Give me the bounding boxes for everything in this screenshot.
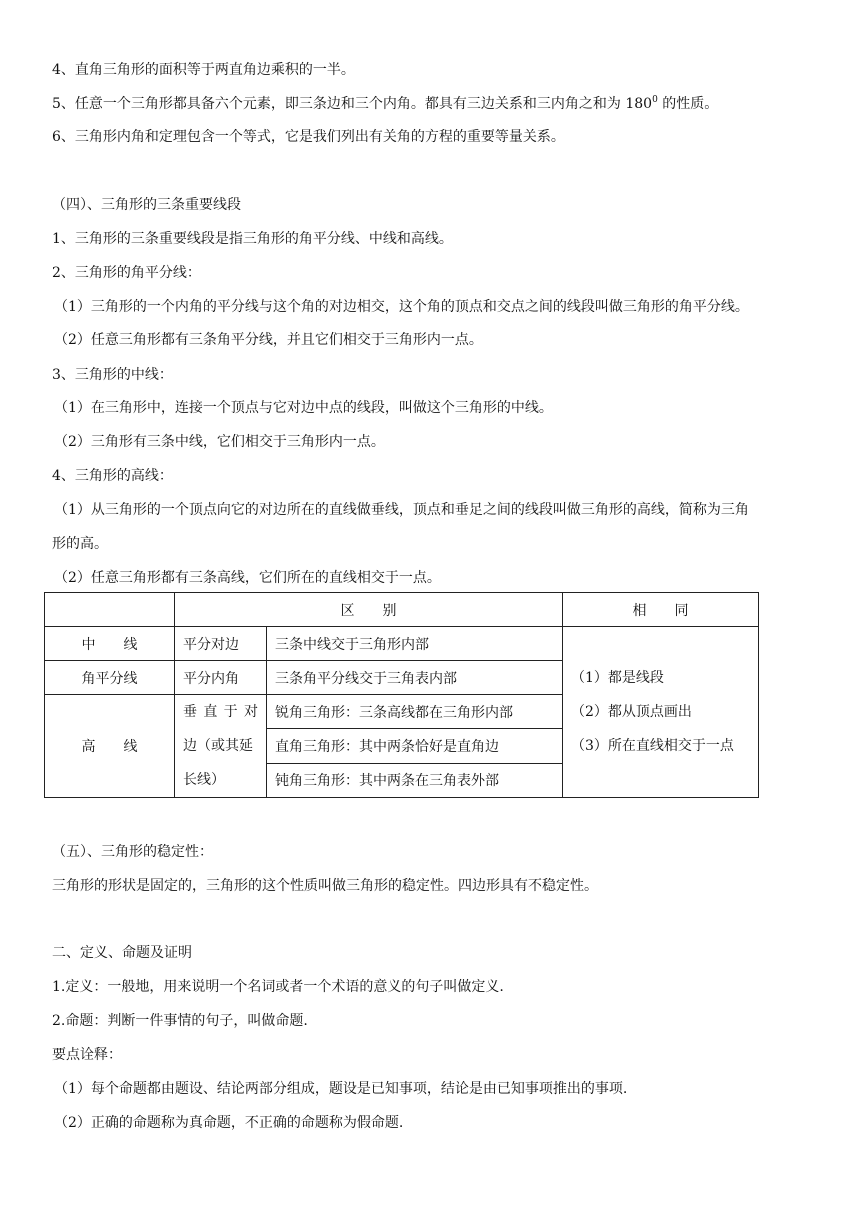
- definitions-heading: 二、定义、命题及证明: [52, 945, 192, 961]
- same-item-1: （1）都是线段: [571, 670, 664, 686]
- same-cell: [563, 627, 759, 798]
- table-corner-cell: [45, 593, 175, 627]
- section-five-heading: （五）、三角形的稳定性：: [52, 844, 213, 860]
- definitions-p3: 要点诠释：: [52, 1047, 122, 1063]
- paragraph-5-tail: 的性质。: [657, 96, 719, 112]
- section-four-p2: 2、三角形的角平分线：: [52, 265, 201, 281]
- row-height-acute: 锐角三角形：三条高线都在三角形内部: [267, 695, 563, 729]
- row-height-right: 直角三角形：其中两条恰好是直角边: [267, 729, 563, 763]
- section-four-p4-1b: 形的高。: [52, 536, 108, 552]
- row-median-name: 中 线: [45, 627, 175, 661]
- section-four-p4-1a: （1）从三角形的一个顶点向它的对边所在的直线做垂线，顶点和垂足之间的线段叫做三角形的高线，简称为三角: [54, 502, 749, 518]
- same-item-3: （3）所在直线相交于一点: [571, 738, 734, 754]
- section-four-heading: （四）、三角形的三条重要线段: [52, 197, 241, 213]
- section-four-p4-2: （2）任意三角形都有三条高线，它们所在的直线相交于一点。: [54, 570, 441, 586]
- definitions-p1: 1.定义：一般地，用来说明一个名词或者一个术语的意义的句子叫做定义.: [52, 979, 504, 995]
- table-header-same: 相 同: [563, 593, 759, 627]
- row-bisector-a: 平分内角: [175, 661, 267, 695]
- row-bisector-b: 三条角平分线交于三角表内部: [267, 661, 563, 695]
- row-median-b: 三条中线交于三角形内部: [267, 627, 563, 661]
- row-height-a-line3: 长线）: [183, 772, 225, 788]
- row-bisector-name: 角平分线: [45, 661, 175, 695]
- definitions-p3-2: （2）正确的命题称为真命题，不正确的命题称为假命题.: [54, 1115, 404, 1131]
- paragraph-6: 6、三角形内角和定理包含一个等式，它是我们列出有关角的方程的重要等量关系。: [52, 129, 565, 145]
- table-header-diff: 区 别: [175, 593, 563, 627]
- paragraph-4: 4、直角三角形的面积等于两直角边乘积的一半。: [52, 62, 355, 78]
- section-four-p3-2: （2）三角形有三条中线，它们相交于三角形内一点。: [54, 434, 385, 450]
- comparison-table: [44, 592, 759, 798]
- definitions-p2: 2.命题：判断一件事情的句子，叫做命题.: [52, 1013, 308, 1029]
- row-height-name: 高 线: [45, 695, 175, 798]
- section-four-p3-1: （1）在三角形中，连接一个顶点与它对边中点的线段，叫做这个三角形的中线。: [54, 400, 553, 416]
- section-five-p1: 三角形的形状是固定的，三角形的这个性质叫做三角形的稳定性。四边形具有不稳定性。: [52, 878, 598, 894]
- section-four-p4: 4、三角形的高线：: [52, 468, 173, 484]
- section-four-p2-2: （2）任意三角形都有三条角平分线，并且它们相交于三角形内一点。: [54, 332, 483, 348]
- paragraph-5-text: 5、任意一个三角形都具备六个元素，即三条边和三个内角。都具有三边关系和三内角之和为 180: [52, 96, 653, 112]
- section-four-p1: 1、三角形的三条重要线段是指三角形的角平分线、中线和高线。: [52, 231, 453, 247]
- section-four-p2-1: （1）三角形的一个内角的平分线与这个角的对边相交，这个角的顶点和交点之间的线段叫做三角形的角平分线。: [54, 299, 749, 315]
- row-height-a: [175, 695, 267, 798]
- row-height-a-line1: 垂直于对: [183, 704, 258, 720]
- definitions-p3-1: （1）每个命题都由题设、结论两部分组成，题设是已知事项，结论是由已知事项推出的事项.: [54, 1081, 628, 1097]
- table-row: [45, 627, 759, 661]
- table-row: [45, 593, 759, 627]
- degree-superscript: 0: [652, 95, 658, 105]
- paragraph-5: [52, 94, 718, 114]
- section-four-p3: 3、三角形的中线：: [52, 367, 173, 383]
- same-item-2: （2）都从顶点画出: [571, 704, 692, 720]
- row-height-obtuse: 钝角三角形：其中两条在三角表外部: [267, 763, 563, 797]
- row-median-a: 平分对边: [175, 627, 267, 661]
- row-height-a-line2: 边（或其延: [183, 738, 253, 754]
